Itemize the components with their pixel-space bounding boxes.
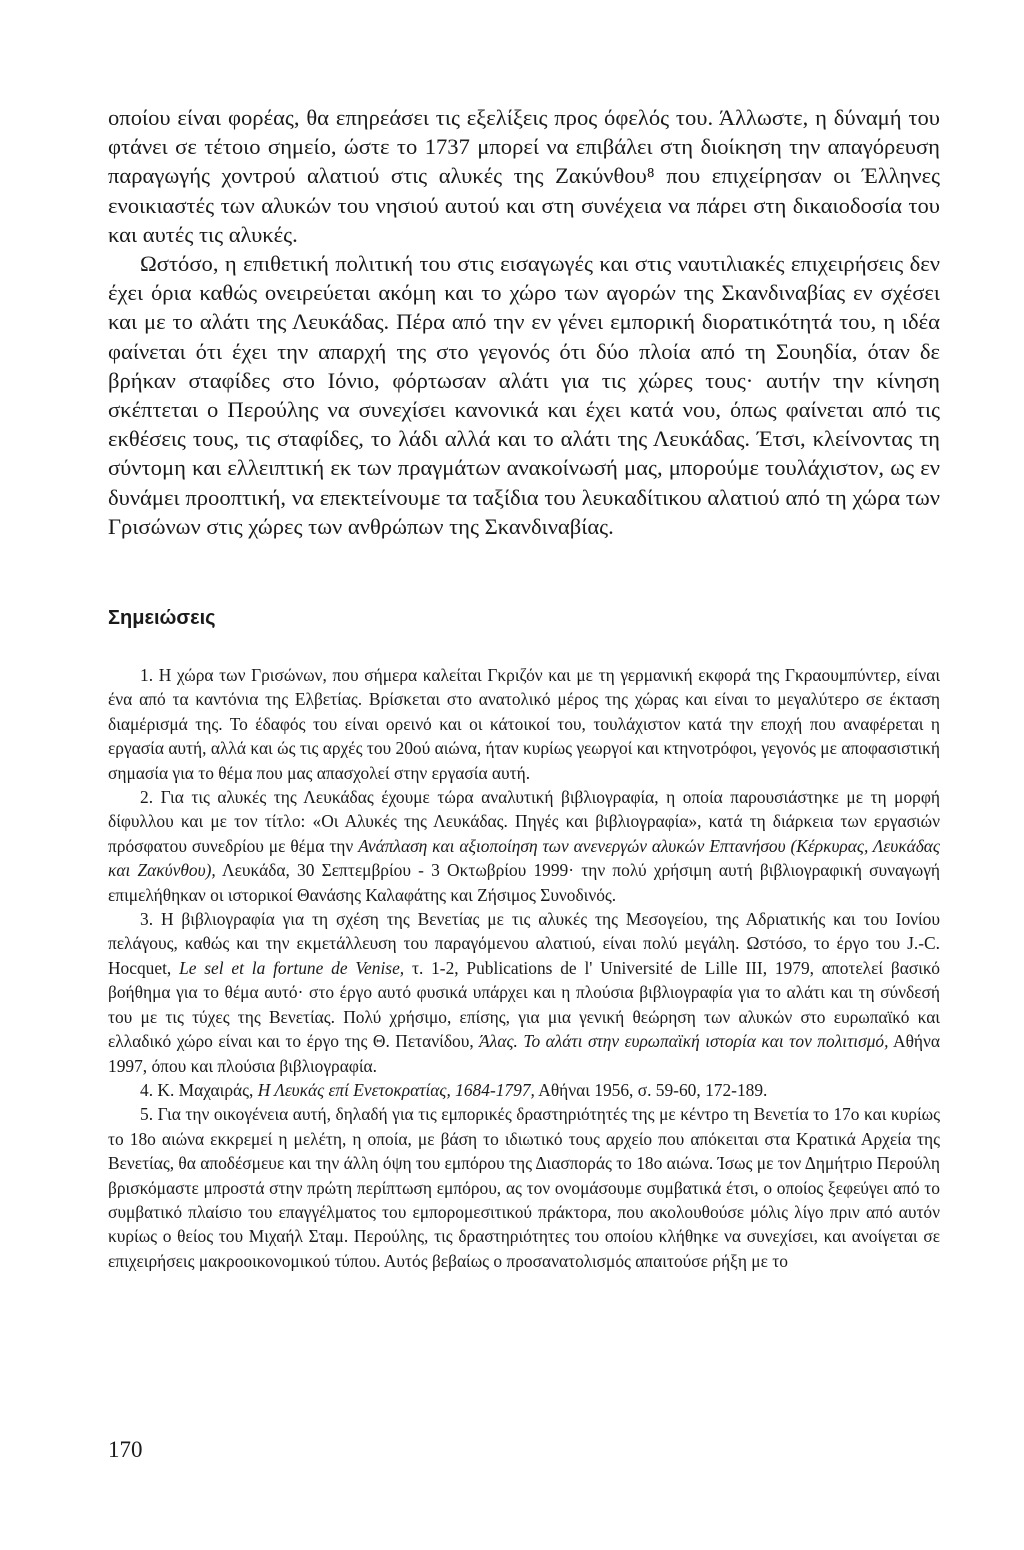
note-1: [108, 663, 940, 785]
note-text: 5. Για την οικογένεια αυτή, δηλαδή για τις εμπορικές δραστηριότητές της με κέντρο τη Βενετία το 17ο και κυρίως το 18ο αιώνα εκκρεμεί η μελέτη, η οποία, με βάση το ιδιωτικό τους αρχείο που απόκειται στα Κρατικά Αρχεία της Βενετίας, θα αποδέσμευε και την άλλη όψη του εμπόρου της Διασποράς το 18ο αιώνα. Ίσως με τον Δημήτριο Περούλη βρισκόμαστε μπροστά στην πρώτη περίπτωση εμπόρου, ας τον ονομάσουμε συμβατικά έτσι, ο οποίος ξεφεύγει από το συμβατικό πλαίσιο του επαγγέλματος του εμπορομεσιτικού πράκτορα, που ακολουθούσε μόλις λίγο πριν από αυτόν κυρίως ο θείος του Μιχαήλ Σταμ. Περούλης, τις δραστηριότητες του οποίου κλήθηκε να συνεχίσει, και ανοίγεται σε επιχειρήσεις μακροοικονομικού τύπου. Αυτός βεβαίως ο προσανατολισμός απαιτούσε ρήξη με το: [108, 1104, 940, 1271]
note-text: 1. Η χώρα των Γρισώνων, που σήμερα καλείται Γκριζόν και με τη γερμανική εκφορά της Γκραουμπύντερ, είναι ένα από τα καντόνια της Ελβετίας. Βρίσκεται στο ανατολικό μέρος της χώρας και είναι το μεγαλύτερο σε έκταση διαμέρισμά της. Το έδαφός του είναι ορεινό και οι κάτοικοί του, τουλάχιστον κατά την εποχή που αναφέρεται η εργασία αυτή, αλλά και ώς τις αρχές του 20ού αιώνα, ήταν κυρίως γεωργοί και κτηνοτρόφοι, γεγονός με αποφασιστική σημασία για το θέμα που μας απασχολεί στην εργασία αυτή.: [108, 665, 940, 783]
body-paragraph: Ωστόσο, η επιθετική πολιτική του στις εισαγωγές και στις ναυτιλιακές επιχειρήσεις δεν έχει όρια καθώς ονειρεύεται ακόμη και το χώρο των αγορών της Σκανδιναβίας εν σχέσει και με το αλάτι της Λευκάδας. Πέρα από την εν γένει εμπορική διορατικότητά του, η ιδέα φαίνεται ότι έχει την απαρχή της στο γεγονός ότι δύο πλοία από τη Σουηδία, όταν δε βρήκαν σταφίδες στο Ιόνιο, φόρτωσαν αλάτι για τις χώρες τους· αυτήν την κίνηση σκέπτεται ο Περούλης να συνεχίσει κανονικά και έχει κατά νου, όπως φαίνεται από τις εκθέσεις τους, τις σταφίδες, το λάδι αλλά και το αλάτι της Λευκάδας. Έτσι, κλείνοντας τη σύντομη και ελλειπτική εκ των πραγμάτων ανακοίνωσή μας, μπορούμε τουλάχιστον, ως εν δυνάμει προοπτική, να επεκτείνουμε τα ταξίδια του λευκαδίτικου αλατιού από τη χώρα των Γρισώνων στις χώρες των ανθρώπων της Σκανδιναβίας.: [108, 251, 940, 539]
note-text: Λευκάδα, 30 Σεπτεμβρίου - 3 Οκτωβρίου 1999· την πολύ χρήσιμη αυτή βιβλιογραφική συναγωγή επιμελήθηκαν οι ιστορικοί Θανάσης Καλαφάτης και Ζήσιμος Συνοδινός.: [108, 860, 940, 905]
note-text: 4. Κ. Μαχαιράς,: [140, 1079, 254, 1100]
note-text: τ. 1-2, Publications de l' Université de Lille III, 1979, αποτελεί βασικό βοήθημα για το θέμα αυτό· στο έργο αυτό φυσικά υπάρχει και η πλούσια βιβλιογραφία για το αλάτι και τη σύνδεσή του με τις τύχες της Βενετίας. Πολύ χρήσιμο, επίσης, για μια γενική θεώρηση των αλυκών στο ευρωπαϊκό και ελλαδικό χώρο είναι και το έργο της Θ. Πετανίδου,: [108, 957, 940, 1052]
note-2: [108, 785, 940, 907]
note-5: [108, 1102, 940, 1273]
note-title: Άλας. Το αλάτι στην ευρωπαϊκή ιστορία και τον πολιτισμό,: [479, 1031, 889, 1052]
note-4: [108, 1078, 940, 1102]
page-number: 170: [108, 1437, 143, 1462]
note-text: 3. Η βιβλιογραφία για τη σχέση της Βενετίας με τις αλυκές της Μεσογείου, της Αδριατικής και του Ιονίου πελάγους, καθώς και την εκμετάλλευση του παραγόμενου αλατιού, είναι πολύ μεγάλη. Ωστόσο, το έργο του J.-C. Hocquet,: [108, 909, 940, 978]
note-title: Le sel et la fortune de Venise,: [179, 957, 405, 978]
note-title: Η Λευκάς επί Ενετοκρατίας, 1684-1797,: [257, 1079, 535, 1100]
note-title: Ανάπλαση και αξιοποίηση των ανενεργών αλυκών Επτανήσου (Κέρκυρας, Λευκάδας και Ζακύνθου),: [108, 835, 940, 881]
note-3: [108, 907, 940, 1078]
note-text: 2. Για τις αλυκές της Λευκάδας έχουμε τώρα αναλυτική βιβλιογραφία, η οποία παρουσιάστηκε με τη μορφή δίφυλλου και με τον τίτλο: «Οι Αλυκές της Λευκάδας. Πηγές και βιβλιογραφία», κατά τη διάρκεια των εργασιών πρόσφατου συνεδρίου με θέμα την: [108, 787, 940, 856]
note-text: Αθήναι 1956, σ. 59-60, 172-189.: [538, 1079, 768, 1100]
notes-heading: Σημειώσεις: [108, 607, 216, 629]
notes-section: [108, 663, 940, 1273]
main-text: [108, 103, 940, 541]
note-text: Αθήνα 1997, όπου και πλούσια βιβλιογραφία.: [108, 1031, 940, 1076]
body-paragraph: οποίου είναι φορέας, θα επηρεάσει τις εξελίξεις προς όφελός του. Άλλωστε, η δύναμή του φτάνει σε τέτοιο σημείο, ώστε το 1737 μπορεί να επιβάλει στη διοίκηση την απαγόρευση παραγωγής χοντρού αλατιού στις αλυκές της Ζακύνθου⁸ που επιχείρησαν οι Έλληνες ενοικιαστές των αλυκών του νησιού αυτού και στη συνέχεια να πάρει στη δικαιοδοσία του και αυτές τις αλυκές.: [108, 105, 940, 247]
